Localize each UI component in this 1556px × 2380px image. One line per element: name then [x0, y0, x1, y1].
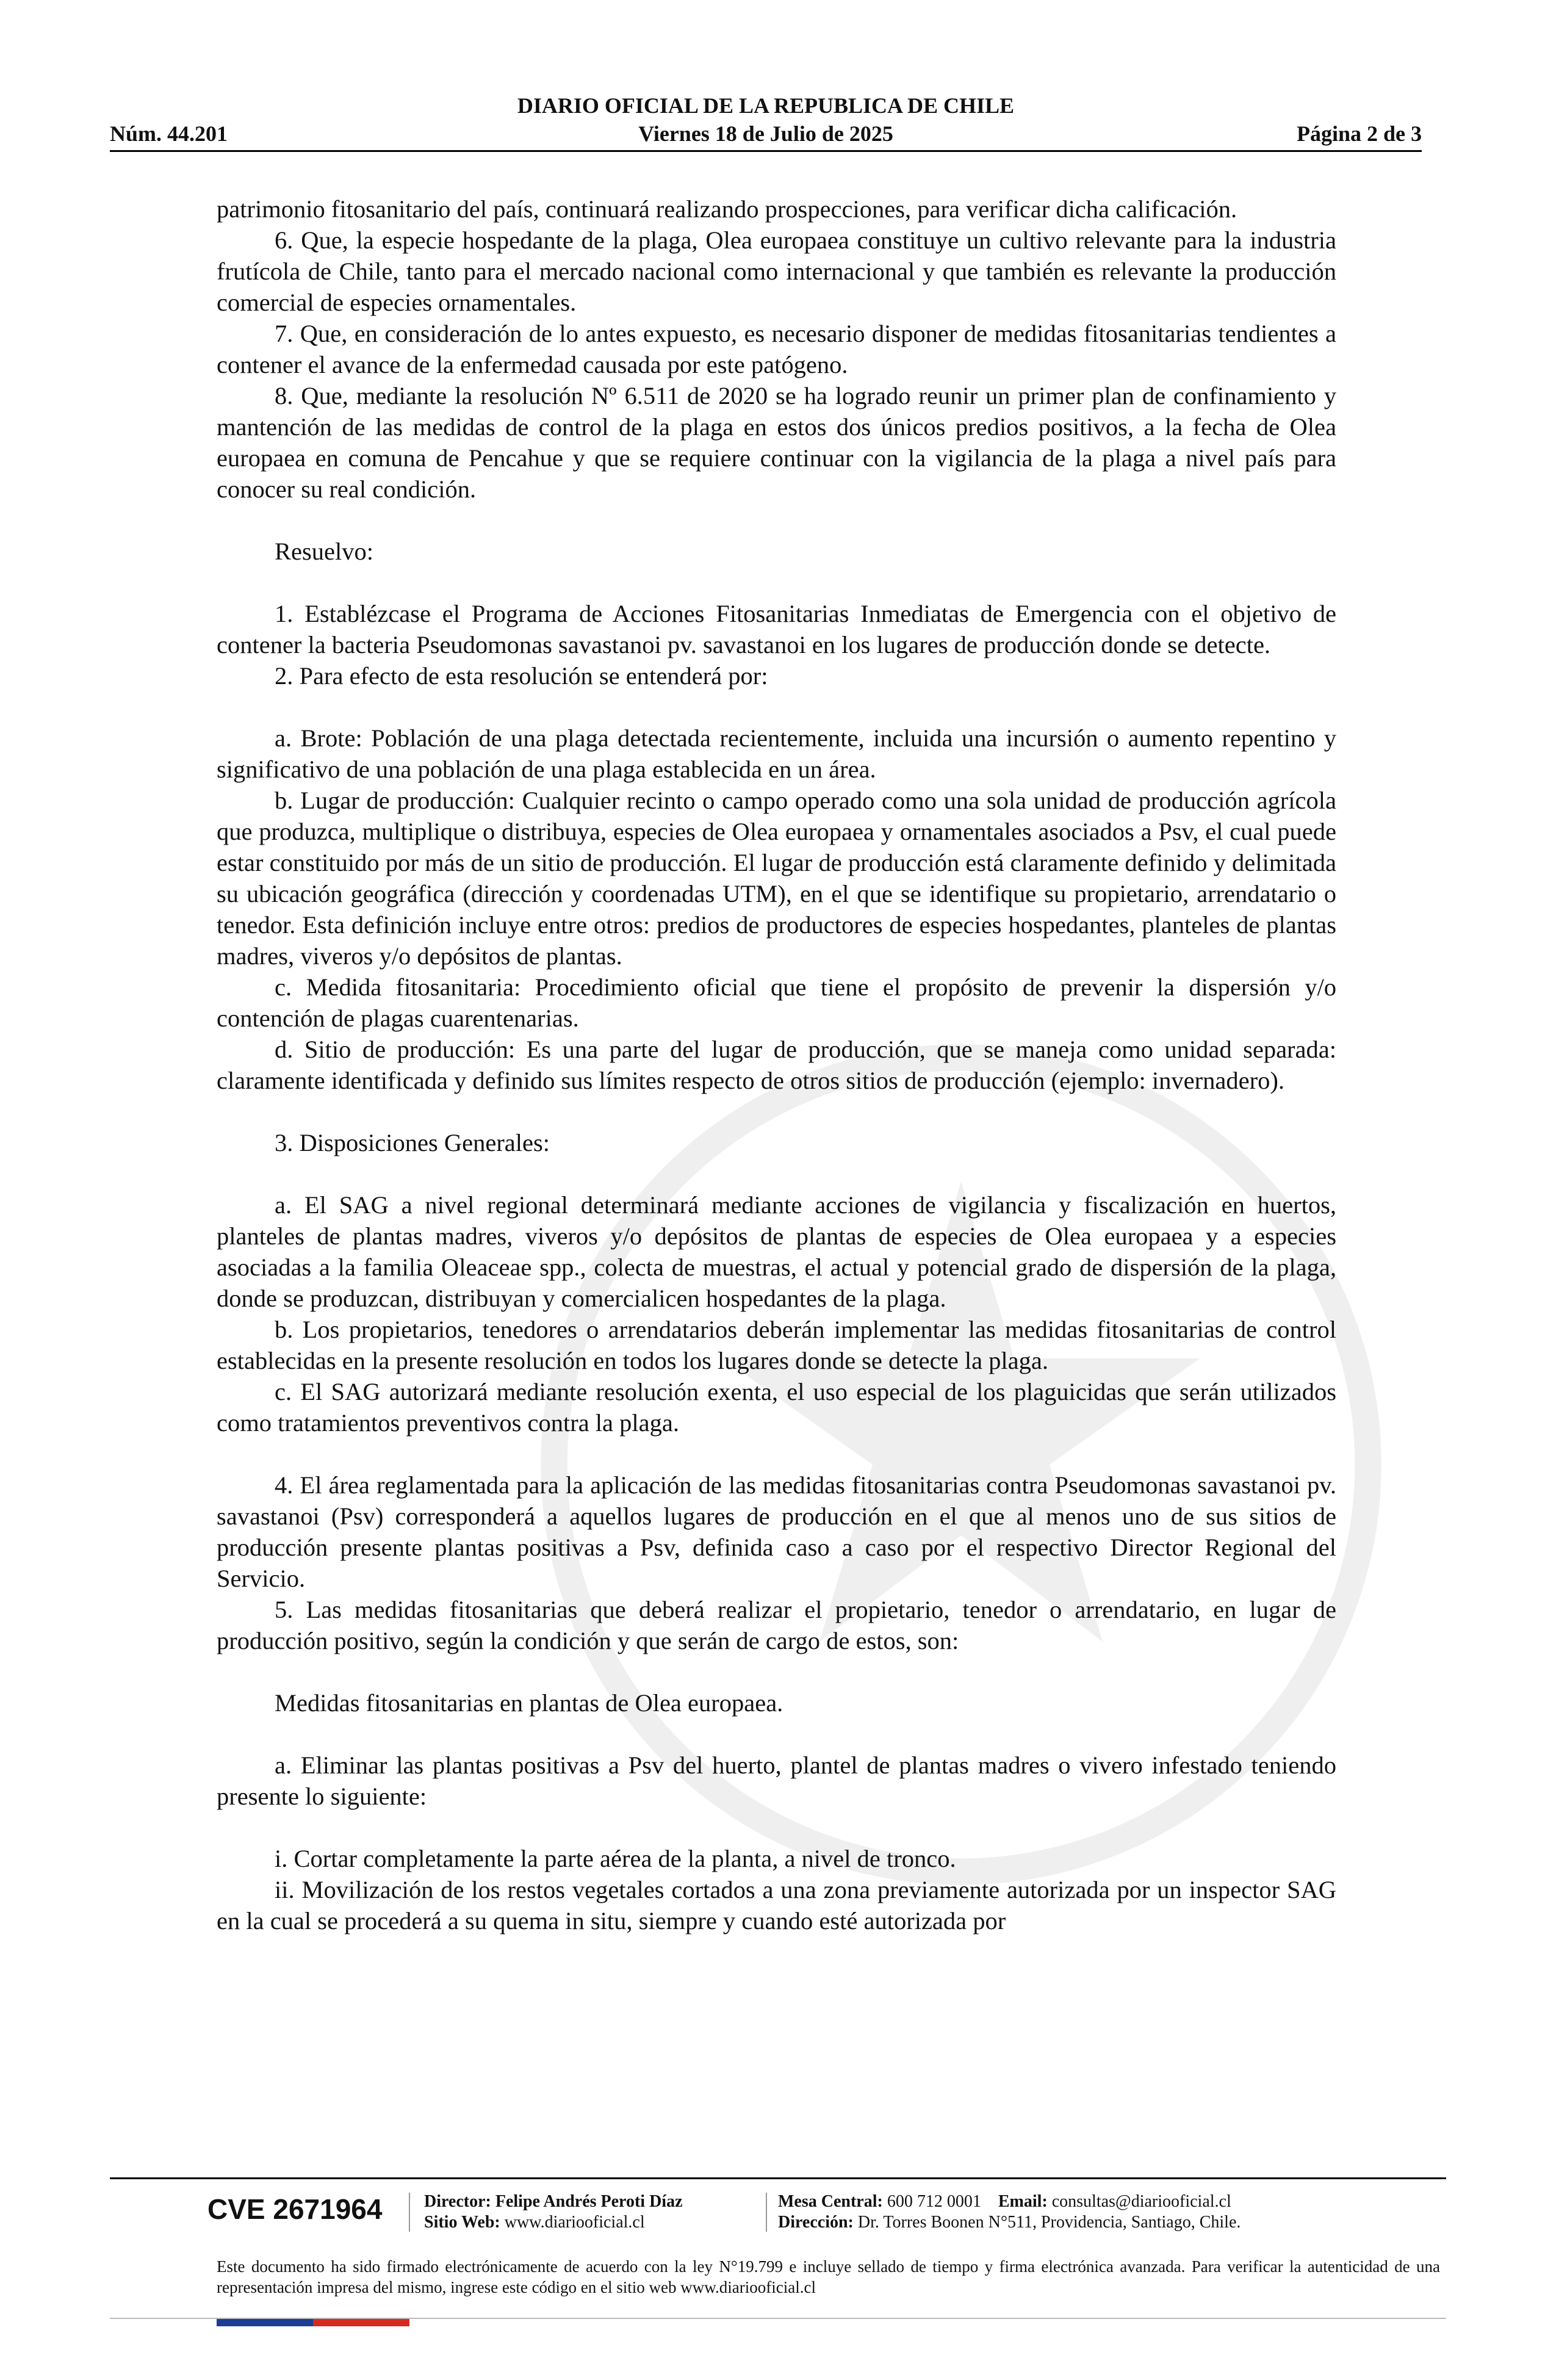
- paragraph: b. Los propietarios, tenedores o arrendatarios deberán implementar las medidas fitosanitarias de control establecidas en la presente resolución en todos los lugares donde se detecte la plaga.: [217, 1316, 1336, 1374]
- flag-blue-segment: [217, 2319, 313, 2326]
- paragraph: 8. Que, mediante la resolución Nº 6.511 de 2020 se ha logrado reunir un primer plan de confinamiento y mantención de las medidas de control de la plaga en estos dos únicos predios positivos, a la fecha de Olea europaea en comuna de Pencahue y que se requiere continuar con la vigilancia de la plaga a nivel país para conocer su real condición.: [217, 382, 1336, 503]
- contact-info: [778, 2191, 1241, 2233]
- document-body: [217, 193, 1336, 1936]
- email-label: Email:: [998, 2192, 1048, 2211]
- mesa-phone: 600 712 0001: [887, 2192, 981, 2211]
- issue-number: Núm. 44.201: [110, 121, 228, 146]
- journal-title: DIARIO OFICIAL DE LA REPUBLICA DE CHILE: [517, 93, 1015, 118]
- paragraph: 5. Las medidas fitosanitarias que deberá realizar el propietario, tenedor o arrendatario, en lugar de producción positivo, según la condición y que serán de cargo de estos, son:: [217, 1596, 1336, 1654]
- footer-divider: [409, 2193, 410, 2232]
- chile-flag-stripe: [217, 2319, 409, 2326]
- paragraph: 2. Para efecto de esta resolución se entenderá por:: [275, 662, 768, 690]
- paragraph: a. Brote: Población de una plaga detectada recientemente, incluida una incursión o aumento repentino y significativo de una población de una plaga establecida en un área.: [217, 724, 1336, 783]
- mesa-label: Mesa Central:: [778, 2192, 883, 2211]
- header-row: [110, 120, 1422, 148]
- signature-notice: Este documento ha sido firmado electrónicamente de acuerdo con la ley N°19.799 e incluye sellado de tiempo y firma electrónica avanzada. Para verificar la autenticidad de una representación impresa del mismo, ingrese este código en el sitio web www.diariooficial.cl: [217, 2257, 1440, 2296]
- director-info: [424, 2191, 683, 2233]
- header-rule: [110, 150, 1422, 152]
- paragraph: a. Eliminar las plantas positivas a Psv del huerto, plantel de plantas madres o vivero infestado teniendo presente lo siguiente:: [217, 1751, 1336, 1810]
- paragraph: 6. Que, la especie hospedante de la plaga, Olea europaea constituye un cultivo relevante para la industria frutícola de Chile, tanto para el mercado nacional como internacional y que también es relevante la producción comercial de especies ornamentales.: [217, 226, 1336, 316]
- site-label: Sitio Web:: [424, 2213, 500, 2232]
- cve-code: CVE 2671964: [207, 2193, 383, 2225]
- paragraph: 7. Que, en consideración de lo antes expuesto, es necesario disponer de medidas fitosanitarias tendientes a contener el avance de la enfermedad causada por este patógeno.: [217, 320, 1336, 378]
- subsection-heading: Medidas fitosanitarias en plantas de Olea europaea.: [275, 1689, 783, 1717]
- paragraph: b. Lugar de producción: Cualquier recinto o campo operado como una sola unidad de producción agrícola que produzca, multiplique o distribuya, especies de Olea europaea y ornamentales asociados a Psv, el cual puede estar constituido por más de un sitio de producción. El lugar de producción está claramente definido y delimitada su ubicación geográfica (dirección y coordenadas UTM), en el que se identifique su propietario, arrendatario o tenedor. Esta definición incluye entre otros: predios de productores de especies hospedantes, planteles de plantas madres, viveros y/o depósitos de plantas.: [217, 787, 1336, 970]
- paragraph: patrimonio fitosanitario del país, continuará realizando prospecciones, para verificar dicha calificación.: [217, 195, 1237, 223]
- paragraph: 4. El área reglamentada para la aplicación de las medidas fitosanitarias contra Pseudomonas savastanoi pv. savastanoi (Psv) corresponderá a aquellos lugares de producción en el que al menos uno de sus sitios de producción presente plantas positivas a Psv, definida caso a caso por el respectivo Director Regional del Servicio.: [217, 1471, 1336, 1592]
- site-link[interactable]: www.diariooficial.cl: [504, 2213, 645, 2232]
- paragraph: c. Medida fitosanitaria: Procedimiento oficial que tiene el propósito de prevenir la dispersión y/o contención de plagas cuarentenarias.: [217, 973, 1336, 1032]
- director-label: Director: Felipe Andrés Peroti Díaz: [424, 2192, 683, 2211]
- direccion-value: Dr. Torres Boonen N°511, Providencia, Santiago, Chile.: [857, 2213, 1241, 2232]
- flag-red-segment: [313, 2319, 409, 2326]
- paragraph: 1. Establézcase el Programa de Acciones Fitosanitarias Inmediatas de Emergencia con el objetivo de contener la bacteria Pseudomonas savastanoi pv. savastanoi en los lugares de producción donde se detecte.: [217, 600, 1336, 658]
- paragraph: a. El SAG a nivel regional determinará mediante acciones de vigilancia y fiscalización en huertos, planteles de plantas madres, viveros y/o depósitos de plantas de especies de Olea europaea y a especies asociadas a la familia Oleaceae spp., colecta de muestras, el actual y potencial grado de dispersión de la plaga, donde se produzcan, distribuyan y comercialicen hospedantes de la plaga.: [217, 1191, 1336, 1312]
- page-indicator: Página 2 de 3: [1296, 121, 1422, 146]
- paragraph: c. El SAG autorizará mediante resolución exenta, el uso especial de los plaguicidas que serán utilizados como tratamientos preventivos contra la plaga.: [217, 1378, 1336, 1437]
- paragraph: d. Sitio de producción: Es una parte del lugar de producción, que se maneja como unidad separada: claramente identificada y definido sus límites respecto de otros sitios de producción (ejemplo: invernadero).: [217, 1036, 1336, 1094]
- direccion-label: Dirección:: [778, 2213, 854, 2232]
- email-link[interactable]: consultas@diariooficial.cl: [1051, 2192, 1231, 2211]
- paragraph: ii. Movilización de los restos vegetales cortados a una zona previamente autorizada por un inspector SAG en la cual se procederá a su quema in situ, siempre y cuando esté autorizada por: [217, 1876, 1336, 1935]
- resolution-heading: Resuelvo:: [275, 538, 373, 565]
- paragraph: i. Cortar completamente la parte aérea de la planta, a nivel de tronco.: [275, 1845, 956, 1872]
- section-heading: 3. Disposiciones Generales:: [275, 1129, 550, 1156]
- footer-divider: [766, 2193, 767, 2232]
- page-footer: [110, 2177, 1446, 2298]
- page-header: [110, 92, 1422, 152]
- issue-date: Viernes 18 de Julio de 2025: [638, 121, 893, 146]
- footer-info: [110, 2179, 1446, 2240]
